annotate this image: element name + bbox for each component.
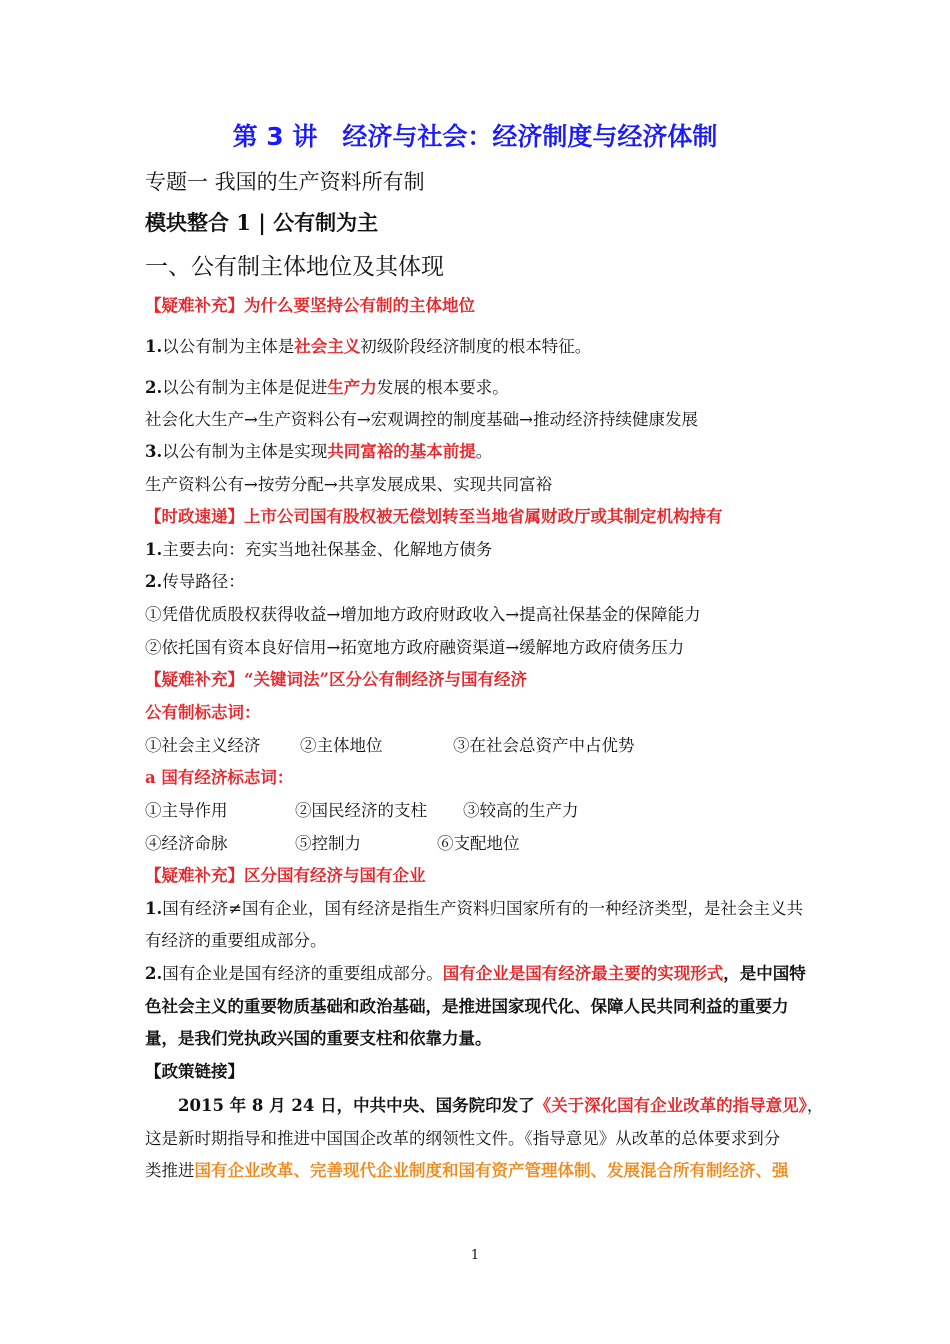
box2-point2: 2.传导路径： [145,572,245,591]
box4-point2: 2.国有企业是国有经济的重要组成部分。国有企业是国有经济最主要的实现形式，是中国特 [145,964,806,983]
box1-point2: 2.以公有制为主体是促进生产力发展的根本要求。 [145,378,509,397]
public-keyword: ③在社会总资产中占优势 [453,736,635,755]
box1-point3: 3.以公有制为主体是实现共同富裕的基本前提。 [145,442,493,461]
module-heading: 模块整合 1 | 公有制为主 [145,210,379,235]
state-keyword: ③较高的生产力 [463,801,579,820]
box2-point1: 1.主要去向：充实当地社保基金、化解地方债务 [145,540,493,559]
policy-line3: 类推进国有企业改革、完善现代企业制度和国有资产管理体制、发展混合所有制经济、强 [145,1161,789,1180]
box4-point2-cont: 量，是我们党执政兴国的重要支柱和依靠力量。 [145,1029,492,1048]
box3-label: 【疑难补充】“关键词法”区分公有制经济与国有经济 [145,670,527,689]
page-number: 1 [470,1248,480,1263]
box4-point2-cont: 色社会主义的重要物质基础和政治基础，是推进国家现代化、保障人民共同利益的重要力 [145,997,789,1016]
box1-point1: 1.以公有制为主体是社会主义初级阶段经济制度的根本特征。 [145,337,592,356]
box2-path1: ①凭借优质股权获得收益→增加地方政府财政收入→提高社保基金的保障能力 [145,605,701,624]
policy-label: 【政策链接】 [145,1062,244,1081]
section-heading: 一、公有制主体地位及其体现 [145,254,444,280]
box2-path2: ②依托国有资本良好信用→拓宽地方政府融资渠道→缓解地方政府债务压力 [145,638,685,657]
policy-line2: 这是新时期指导和推进中国国企改革的纲领性文件。《指导意见》从改革的总体要求到分 [145,1129,781,1148]
public-keyword: ①社会主义经济 [145,736,261,755]
state-keywords-title: a 国有经济标志词： [145,768,294,787]
box4-label: 【疑难补充】区分国有经济与国有企业 [145,866,426,885]
lecture-title: 第 3 讲 经济与社会：经济制度与经济体制 [232,122,718,151]
policy-line1: 2015 年 8 月 24 日，中共中央、国务院印发了《关于深化国有企业改革的指导意见》， [178,1096,824,1115]
topic-heading: 专题一 我国的生产资料所有制 [145,170,425,194]
public-keyword: ②主体地位 [300,736,383,755]
state-keyword: ⑤控制力 [295,834,361,853]
box1-label: 【疑难补充】为什么要坚持公有制的主体地位 [145,296,475,315]
public-keywords-title: 公有制标志词： [145,703,261,722]
state-keyword: ②国民经济的支柱 [295,801,427,820]
state-keyword: ⑥支配地位 [437,834,520,853]
box4-point1-cont: 有经济的重要组成部分。 [145,931,327,950]
box1-point2-chain: 社会化大生产→生产资料公有→宏观调控的制度基础→推动经济持续健康发展 [145,410,698,429]
state-keyword: ①主导作用 [145,801,228,820]
state-keyword: ④经济命脉 [145,834,228,853]
box2-label: 【时政速递】上市公司国有股权被无偿划转至当地省属财政厅或其制定机构持有 [145,507,723,526]
box1-point3-chain: 生产资料公有→按劳分配→共享发展成果、实现共同富裕 [145,475,553,494]
box4-point1: 1.国有经济≠国有企业，国有经济是指生产资料归国家所有的一种经济类型，是社会主义共 [145,899,804,918]
